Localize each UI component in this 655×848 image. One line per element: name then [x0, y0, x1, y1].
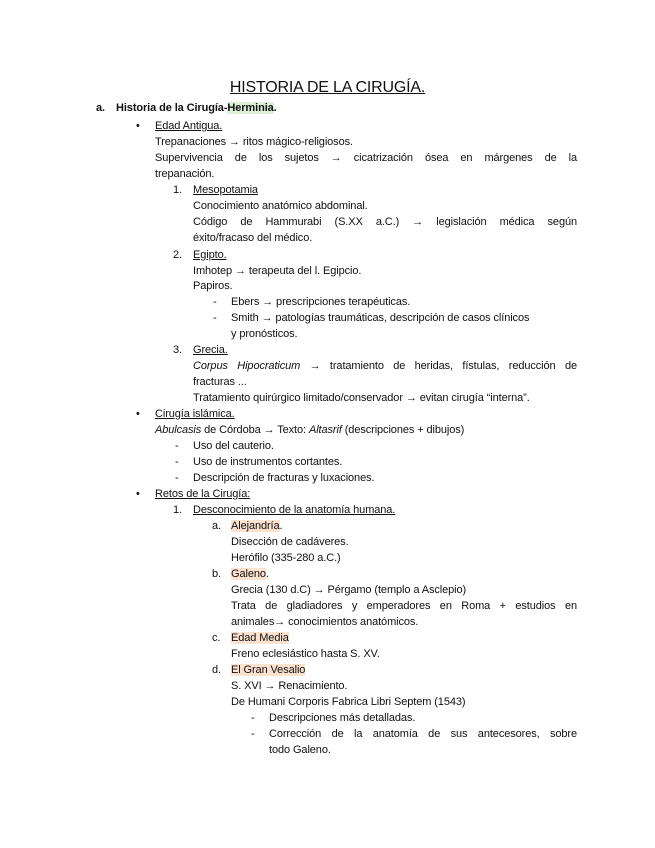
- cirugia-islamica-item: Uso de instrumentos cortantes.: [193, 456, 343, 468]
- cirugia-islamica-item: Uso del cauterio.: [193, 440, 274, 452]
- alejandria-heading: [231, 519, 283, 534]
- egipto-sub2a: Smith → patologías traumáticas, descripción de casos clínicos: [231, 312, 530, 324]
- alejandria-line2: Herófilo (335-280 a.C.): [231, 552, 341, 564]
- edad-antigua-line3: trepanación.: [155, 168, 215, 180]
- vesalio-label: El Gran Vesalio: [231, 664, 306, 676]
- vesalio-sub2a: Corrección de la anatomía de sus antecesores, sobre: [269, 728, 577, 740]
- egipto-marker: 2.: [173, 249, 182, 261]
- grecia-line1: [193, 359, 577, 374]
- grecia-line1-italic: Corpus Hipocraticum: [193, 360, 301, 372]
- mesopotamia-marker: 1.: [173, 184, 182, 196]
- mesopotamia-line1: Conocimiento anatómico abdominal.: [193, 200, 368, 212]
- section-a-heading: [116, 101, 277, 116]
- edad-antigua-heading: Edad Antigua.: [155, 120, 223, 132]
- section-a-marker: a.: [96, 102, 105, 114]
- edad-antigua-line2: Supervivencia de los sujetos → cicatrización ósea en márgenes de la: [155, 152, 577, 164]
- dash: -: [251, 712, 255, 724]
- alejandria-marker: a.: [212, 520, 221, 532]
- galeno-line2: Trata de gladiadores y emperadores en Roma + estudios en: [231, 600, 577, 612]
- altasrif-italic: Altasrif: [308, 424, 342, 436]
- edad-media-marker: c.: [212, 632, 221, 644]
- dash: -: [175, 472, 179, 484]
- retos-item1-heading: Desconocimiento de la anatomía humana.: [193, 504, 396, 516]
- dash: -: [175, 456, 179, 468]
- cirugia-islamica-line1-end: (descripciones + dibujos): [341, 424, 465, 436]
- galeno-line3: animales→ conocimientos anatómicos.: [231, 616, 419, 628]
- dash: -: [175, 440, 179, 452]
- cirugia-islamica-heading: Cirugía islámica.: [155, 408, 235, 420]
- edad-antigua-line1: Trepanaciones → ritos mágico-religiosos.: [155, 136, 353, 148]
- alejandria-line1: Disección de cadáveres.: [231, 536, 349, 548]
- egipto-sub1: Ebers → prescripciones terapéuticas.: [231, 296, 411, 308]
- vesalio-sub2b: todo Galeno.: [269, 744, 331, 756]
- bullet-icon: •: [136, 488, 140, 500]
- galeno-label: Galeno: [231, 568, 266, 580]
- section-a-highlight: Herminia: [227, 102, 274, 114]
- vesalio-sub1: Descripciones más detalladas.: [269, 712, 416, 724]
- egipto-line2: Papiros.: [193, 280, 233, 292]
- galeno-line1: Grecia (130 d.C) → Pérgamo (templo a Asclepio): [231, 584, 467, 596]
- bullet-icon: •: [136, 408, 140, 420]
- dash: -: [213, 296, 217, 308]
- egipto-sub2b: y pronósticos.: [231, 328, 298, 340]
- vesalio-marker: d.: [212, 664, 221, 676]
- page-title: HISTORIA DE LA CIRUGÍA.: [229, 79, 426, 96]
- grecia-line3: Tratamiento quirúrgico limitado/conservador → evitan cirugía “interna”.: [193, 392, 530, 404]
- edad-media-line1: Freno eclesiástico hasta S. XV.: [231, 648, 380, 660]
- edad-media-heading: [231, 631, 289, 646]
- edad-media-label: Edad Media: [231, 632, 289, 644]
- bullet-icon: •: [136, 120, 140, 132]
- dash: -: [213, 312, 217, 324]
- egipto-heading: Egipto.: [193, 249, 227, 261]
- galeno-heading: [231, 567, 269, 582]
- section-a-end: .: [273, 102, 277, 114]
- galeno-marker: b.: [212, 568, 221, 580]
- alejandria-label: Alejandría: [231, 520, 280, 532]
- galeno-end: .: [265, 568, 269, 580]
- egipto-line1: Imhotep → terapeuta del l. Egipcio.: [193, 265, 362, 277]
- cirugia-islamica-item: Descripción de fracturas y luxaciones.: [193, 472, 375, 484]
- grecia-line1-rest: → tratamiento de heridas, fístulas, reducción de: [300, 360, 577, 372]
- mesopotamia-line3: éxito/fracaso del médico.: [193, 232, 313, 244]
- abulcasis-italic: Abulcasis: [155, 424, 202, 436]
- cirugia-islamica-line1: [155, 423, 464, 438]
- vesalio-line1: S. XVI → Renacimiento.: [231, 680, 348, 692]
- mesopotamia-heading: Mesopotamia: [193, 184, 258, 196]
- cirugia-islamica-line1-mid: de Córdoba → Texto:: [201, 424, 309, 436]
- vesalio-line2: De Humani Corporis Fabrica Libri Septem (1543): [231, 696, 466, 708]
- alejandria-end: .: [279, 520, 283, 532]
- section-a-label: Historia de la Cirugía-: [116, 102, 228, 114]
- dash: -: [251, 728, 255, 740]
- vesalio-heading: [231, 663, 305, 678]
- grecia-heading: Grecia.: [193, 344, 228, 356]
- retos-item1-marker: 1.: [173, 504, 182, 516]
- retos-heading: Retos de la Cirugía:: [155, 488, 251, 500]
- grecia-marker: 3.: [173, 344, 182, 356]
- mesopotamia-line2: Código de Hammurabi (S.XX a.C.) → legislación médica según: [193, 216, 577, 228]
- grecia-line2: fracturas ...: [193, 376, 247, 388]
